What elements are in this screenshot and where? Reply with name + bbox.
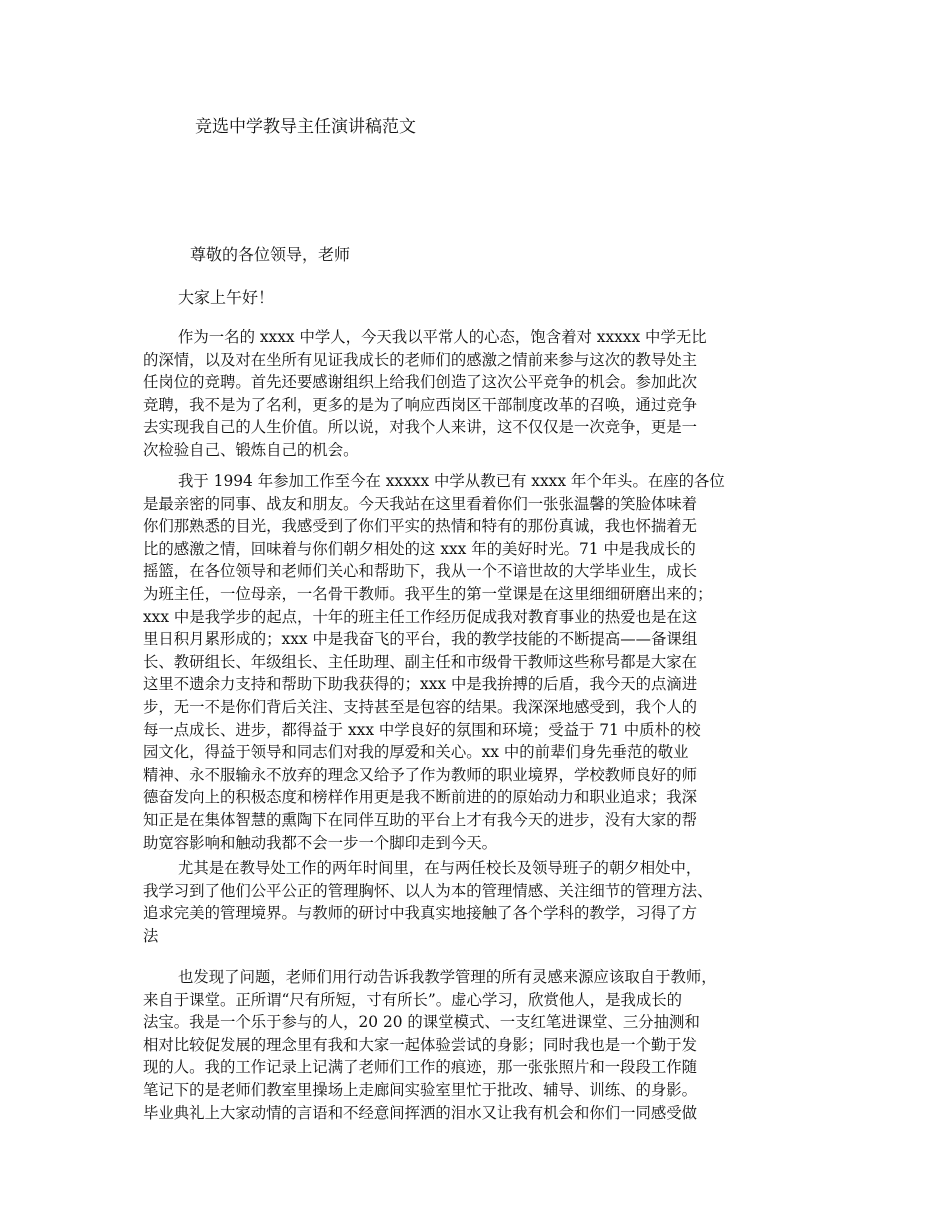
- paragraph-line: 精神、永不服输永不放弃的理念又给予了作为教师的职业境界，学校教师良好的师: [143, 765, 698, 784]
- paragraph-3: [143, 857, 823, 947]
- paragraph-line: 知正是在集体智慧的熏陶下在同伴互助的平台上才有我今天的进步，没有大家的帮: [143, 810, 698, 829]
- paragraph-line: xxx 中是我学步的起点，十年的班主任工作经历促成我对教育事业的热爱也是在这: [143, 607, 698, 626]
- paragraph-line: 你们那熟悉的目光，我感受到了你们平实的热情和特有的那份真诚，我也怀揣着无: [143, 517, 698, 536]
- paragraph-line: 德奋发向上的积极态度和榜样作用更是我不断前进的的原始动力和职业追求；我深: [143, 788, 698, 807]
- paragraph-line: 为班主任，一位母亲，一名骨干教师。我平生的第一堂课是在这里细细研磨出来的；: [143, 584, 713, 603]
- paragraph-line: 任岗位的竞聘。首先还要感谢组织上给我们创造了这次公平竞争的机会。参加此次: [143, 373, 698, 392]
- paragraph-line: 我于 1994 年参加工作至今在 xxxxx 中学从教已有 xxxx 年个年头。在座的各位: [178, 472, 725, 490]
- paragraph-line: 尤其是在教导处工作的两年时间里，在与两任校长及领导班子的朝夕相处中，: [178, 859, 702, 877]
- paragraph-line: 追求完美的管理境界。与教师的研讨中我真实地接触了各个学科的教学，习得了方: [143, 904, 698, 923]
- paragraph-line: 笔记下的是老师们教室里操场上走廊间实验室里忙于批改、辅导、训练、的身影。: [143, 1080, 698, 1099]
- paragraph-line: 法: [143, 926, 159, 945]
- paragraph-line: 助宽容影响和触动我都不会一步一个脚印走到今天。: [143, 833, 497, 852]
- paragraph-line: 次检验自己、锻炼自己的机会。: [143, 440, 359, 459]
- paragraph-line: 步，无一不是你们背后关注、支持甚至是包容的结果。我深深地感受到，我个人的: [143, 697, 698, 716]
- salutation: 尊敬的各位领导，老师: [190, 245, 351, 264]
- paragraph-line: 是最亲密的同事、战友和朋友。今天我站在这里看着你们一张张温馨的笑脸体味着: [143, 494, 698, 513]
- paragraph-4: [143, 966, 823, 1124]
- paragraph-line: 现的人。我的工作记录上记满了老师们工作的痕迹，那一张张照片和一段段工作随: [143, 1058, 698, 1077]
- paragraph-line: 毕业典礼上大家动情的言语和不经意间挥洒的泪水又让我有机会和你们一同感受做: [143, 1103, 698, 1122]
- paragraph-line: 里日积月累形成的；xxx 中是我奋飞的平台，我的教学技能的不断提高——备课组: [143, 630, 698, 649]
- paragraph-line: 作为一名的 xxxx 中学人，今天我以平常人的心态，饱含着对 xxxxx 中学无比: [178, 328, 707, 346]
- paragraph-line: 我学习到了他们公平公正的管理胸怀、以人为本的管理情感、关注细节的管理方法、: [143, 881, 713, 900]
- paragraph-1: [143, 326, 823, 462]
- paragraph-line: 这里不遗余力支持和帮助下助我获得的；xxx 中是我拚搏的后盾，我今天的点滴进: [143, 675, 698, 694]
- paragraph-line: 法宝。我是一个乐于参与的人，20 20 的课堂模式、一支红笔进课堂、三分抽测和: [143, 1013, 700, 1032]
- paragraph-line: 也发现了问题，老师们用行动告诉我教学管理的所有灵感来源应该取自于教师，: [178, 968, 717, 986]
- paragraph-line: 来自于课堂。正所谓“尺有所短，寸有所长”。虚心学习，欣赏他人，是我成长的: [143, 990, 683, 1009]
- paragraph-line: 园文化，得益于领导和同志们对我的厚爱和关心。xx 中的前辈们身先垂范的敬业: [143, 743, 689, 762]
- paragraph-line: 的深情，以及对在坐所有见证我成长的老师们的感激之情前来参与这次的教导处主: [143, 350, 698, 369]
- paragraph-line: 每一点成长、进步，都得益于 xxx 中学良好的氛围和环境；受益于 71 中质朴的校: [143, 720, 701, 739]
- paragraph-line: 摇篮，在各位领导和老师们关心和帮助下，我从一个不谙世故的大学毕业生，成长: [143, 562, 698, 581]
- greeting: 大家上午好！: [178, 288, 275, 307]
- paragraph-line: 长、教研组长、年级组长、主任助理、副主任和市级骨干教师这些称号都是大家在: [143, 652, 698, 671]
- paragraph-2: [143, 470, 823, 854]
- paragraph-line: 竞聘，我不是为了名利，更多的是为了响应西岗区干部制度改革的召唤，通过竞争: [143, 395, 698, 414]
- paragraph-line: 去实现我自己的人生价值。所以说，对我个人来讲，这不仅仅是一次竞争，更是一: [143, 418, 698, 437]
- paragraph-line: 相对比较促发展的理念里有我和大家一起体验尝试的身影；同时我也是一个勤于发: [143, 1035, 698, 1054]
- document-title: 竞选中学教导主任演讲稿范文: [195, 117, 416, 137]
- paragraph-line: 比的感激之情，回味着与你们朝夕相处的这 xxx 年的美好时光。71 中是我成长的: [143, 539, 696, 558]
